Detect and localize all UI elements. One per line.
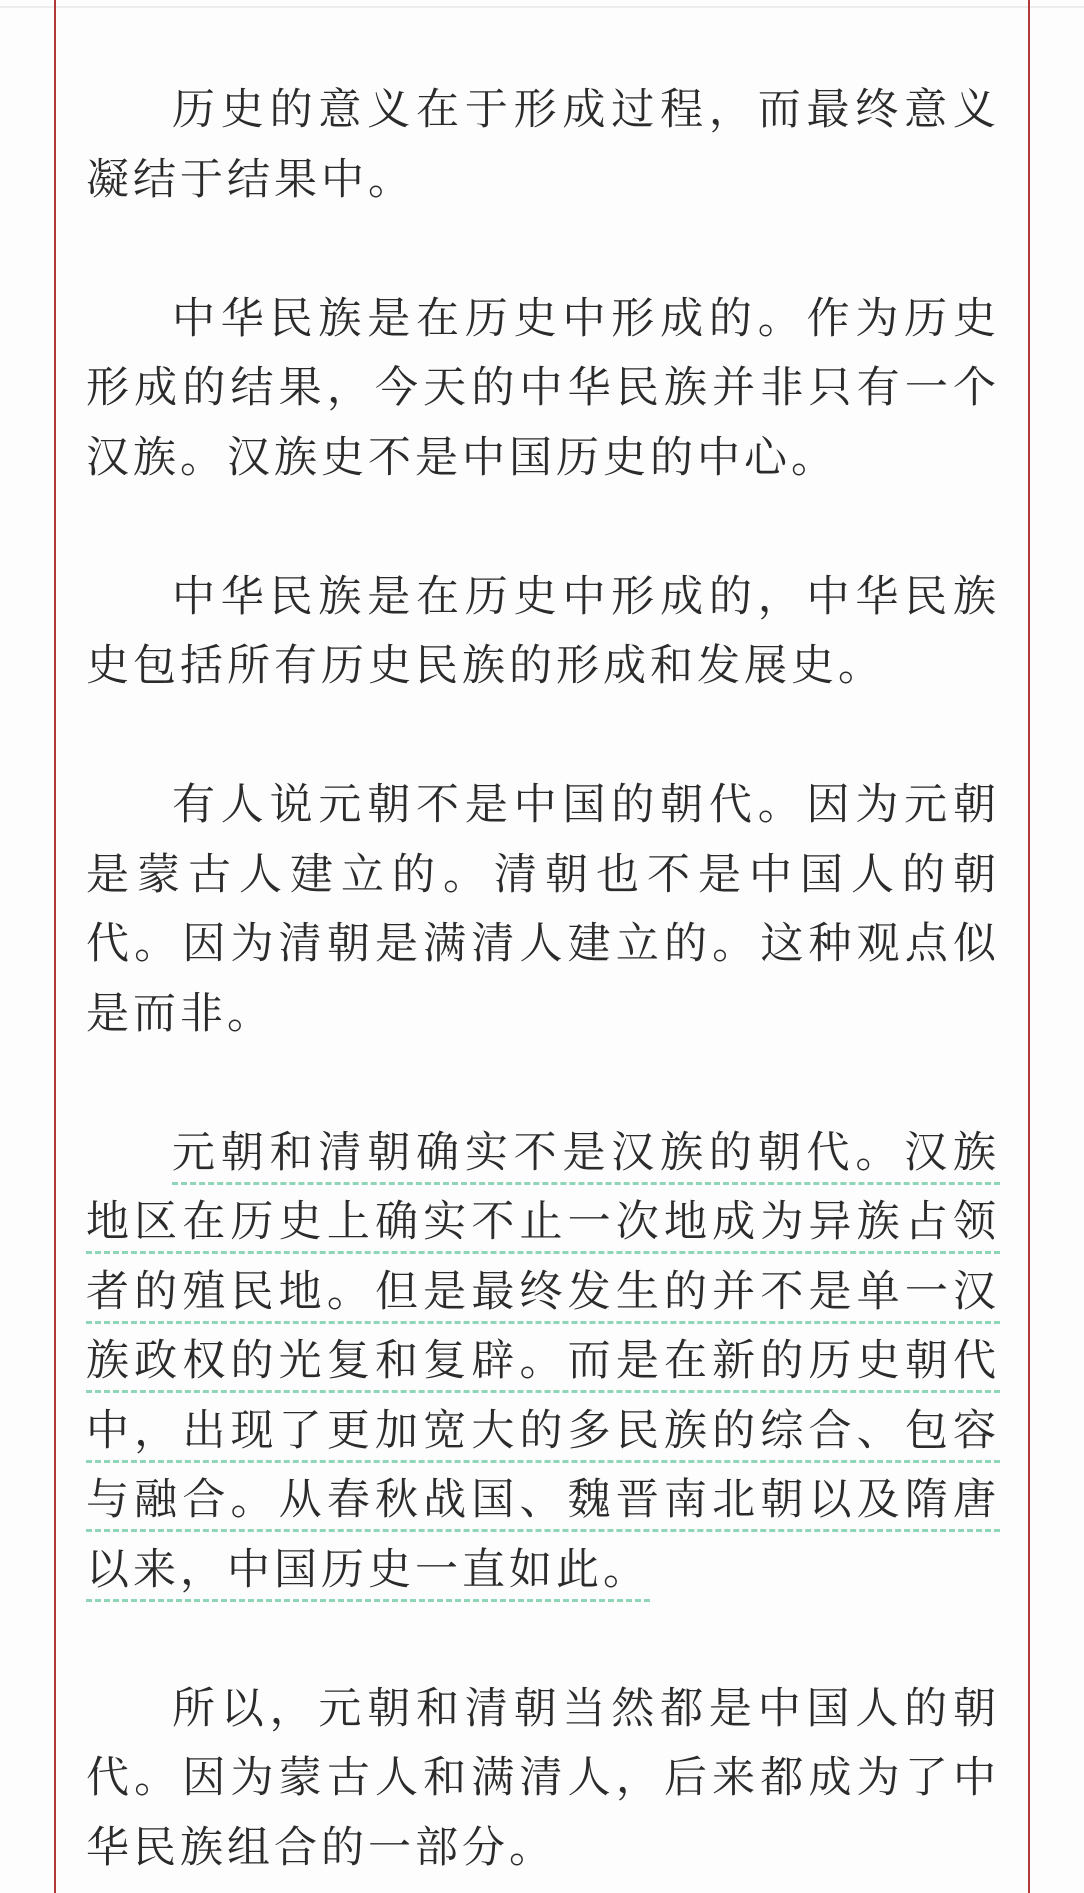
- paragraph-4: [86, 771, 1000, 1049]
- highlighted-text[interactable]: 元朝和清朝确实不是汉族的朝代。汉族地区在历史上确实不止一次地成为异族占领者的殖民地。但是最终发生的并不是单一汉族政权的光复和复辟。而是在新的历史朝代中，出现了更加宽大的多民族的综合、包容与融合。从春秋战国、魏晋南北朝以及隋唐以来，中国历史一直如此。: [86, 1128, 1000, 1602]
- paragraph-1: [86, 76, 1000, 215]
- right-margin-rule: [1028, 0, 1030, 1893]
- paragraph-3-text: 中华民族是在历史中形成的，中华民族史包括所有历史民族的形成和发展史。: [86, 571, 1000, 691]
- paragraph-6-text: 所以，元朝和清朝当然都是中国人的朝代。因为蒙古人和满清人，后来都成为了中华民族组合的一部分。: [86, 1683, 1000, 1873]
- left-margin-rule: [54, 0, 56, 1893]
- paragraph-2-text: 中华民族是在历史中形成的。作为历史形成的结果，今天的中华民族并非只有一个汉族。汉族史不是中国历史的中心。: [86, 293, 1000, 483]
- paragraph-5-highlighted: [86, 1119, 1000, 1606]
- paragraph-4-text: 有人说元朝不是中国的朝代。因为元朝是蒙古人建立的。清朝也不是中国人的朝代。因为清朝是满清人建立的。这种观点似是而非。: [86, 780, 1000, 1039]
- paragraph-1-text: 历史的意义在于形成过程，而最终意义凝结于结果中。: [86, 85, 1000, 205]
- paragraph-2: [86, 285, 1000, 494]
- article-body: [86, 76, 1000, 1883]
- paragraph-3: [86, 563, 1000, 702]
- paragraph-6: [86, 1675, 1000, 1884]
- top-divider: [0, 6, 1084, 8]
